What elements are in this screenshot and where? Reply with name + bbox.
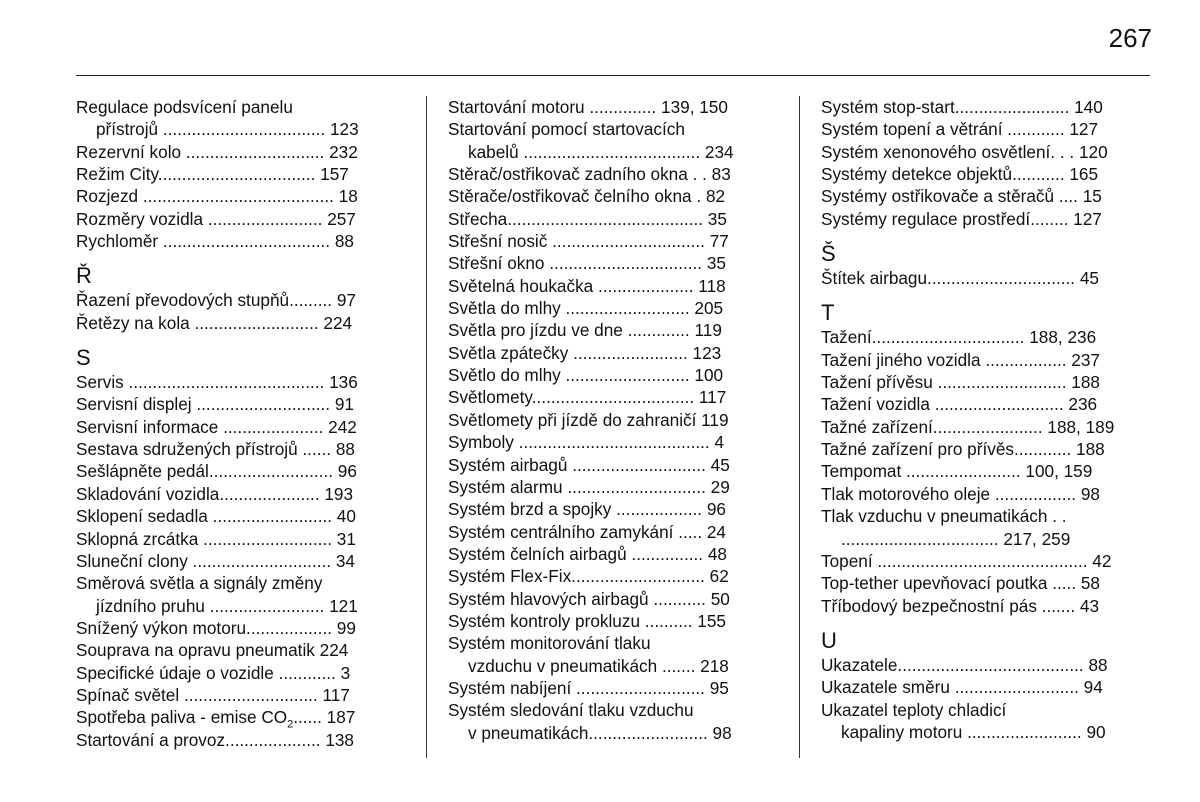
index-entry — [76, 371, 404, 393]
index-entry — [448, 386, 776, 408]
index-entry — [76, 483, 404, 505]
index-entry-line: Systém alarmu ............................. 29 — [448, 476, 730, 497]
column-divider — [799, 96, 800, 758]
index-entry-line: přístrojů .................................. 123 — [96, 119, 359, 140]
index-entry-line: Systém monitorování tlaku — [448, 633, 651, 654]
index-entry — [821, 326, 1149, 348]
index-entry-line: Servis ......................................... 136 — [76, 372, 358, 393]
index-entry — [76, 706, 404, 728]
index-entry-line: Systém stop-start........................ 140 — [821, 97, 1103, 117]
column-divider — [426, 96, 427, 758]
index-entry — [821, 550, 1149, 572]
index-entry — [76, 230, 404, 252]
index-entry — [448, 230, 776, 252]
index-entry-line: Rychloměr ................................... 88 — [76, 231, 354, 252]
section-heading: T — [821, 300, 835, 326]
index-entry — [448, 610, 776, 632]
index-entry-line: Regulace podsvícení panelu — [76, 97, 293, 117]
index-entry-line: jízdního pruhu ........................ 121 — [96, 595, 358, 616]
section-heading: S — [76, 345, 91, 371]
index-entry-line: Tlak vzduchu v pneumatikách . . — [821, 506, 1067, 527]
index-entry-line: Startování motoru .............. 139, 150 — [448, 97, 728, 117]
index-entry — [821, 572, 1149, 594]
index-entry — [448, 185, 776, 207]
index-entry-line: Systém airbagů ............................ 45 — [448, 454, 730, 475]
index-entry — [76, 141, 404, 163]
index-entry-line: v pneumatikách......................... 98 — [468, 722, 732, 743]
index-entry-line: Světlo do mlhy .......................... 100 — [448, 365, 724, 386]
index-entry-line: Tažné zařízení....................... 188, 189 — [821, 416, 1115, 437]
index-entry — [821, 438, 1149, 460]
index-entry — [821, 349, 1149, 371]
index-entry-line: Systém centrálního zamykání ..... 24 — [448, 521, 726, 542]
index-entry-line: Skladování vozidla..................... 193 — [76, 483, 354, 504]
index-column-2 — [448, 96, 776, 744]
index-entry — [76, 208, 404, 230]
index-entry-line: Servisní displej ............................ 91 — [76, 394, 354, 415]
index-entry-line: Topení ............................................ 42 — [821, 550, 1112, 571]
index-entry — [448, 409, 776, 431]
index-entry — [448, 342, 776, 364]
index-entry-line: Řazení převodových stupňů......... 97 — [76, 290, 356, 311]
index-entry-line: Sluneční clony ............................. 34 — [76, 550, 355, 571]
index-entry-line: Sklopení sedadla ......................... 40 — [76, 506, 356, 527]
index-entry — [821, 460, 1149, 482]
index-entry — [76, 163, 404, 185]
index-entry — [821, 118, 1149, 140]
index-entry-line — [76, 706, 404, 728]
index-entry-line: Stěrač/ostřikovač zadního okna . . 83 — [448, 164, 731, 185]
index-entry — [448, 699, 776, 744]
index-entry-line: ................................. 217, 259 — [841, 528, 1071, 549]
index-entry — [448, 96, 776, 118]
index-entry-line: Startování pomocí startovacích — [448, 119, 685, 140]
index-entry-line: Servisní informace ..................... 242 — [76, 416, 357, 437]
index-entry — [821, 483, 1149, 505]
index-entry-line: Systém čelních airbagů ............... 48 — [448, 543, 727, 564]
index-entry — [821, 393, 1149, 415]
index-entry-line: Střecha......................................... 35 — [448, 208, 727, 229]
subscript: 2 — [287, 718, 294, 729]
index-entry — [821, 163, 1149, 185]
index-entry-line: Světla do mlhy .......................... 205 — [448, 298, 724, 319]
index-entry-line: Systém sledování tlaku vzduchu — [448, 700, 694, 721]
index-entry-line: Tlak motorového oleje ................. 98 — [821, 483, 1100, 504]
index-column-1 — [76, 96, 404, 751]
index-entry — [448, 163, 776, 185]
index-entry-line: Tříbodový bezpečnostní pás ....... 43 — [821, 595, 1100, 616]
index-entry-line: Ukazatel teploty chladicí — [821, 699, 1007, 720]
section-heading: Ř — [76, 263, 92, 289]
index-entry — [821, 185, 1149, 207]
index-entry — [448, 588, 776, 610]
index-entry — [76, 572, 404, 617]
index-entry-line: Tažné zařízení pro přívěs............ 188 — [821, 439, 1105, 460]
index-entry — [76, 662, 404, 684]
index-entry-line: Ukazatele směru .......................... 94 — [821, 677, 1103, 698]
index-entry — [76, 416, 404, 438]
index-entry-line: Střešní okno ................................ 35 — [448, 253, 726, 274]
index-entry-line: Systém xenonového osvětlení. . . 120 — [821, 141, 1108, 162]
index-entry — [76, 460, 404, 482]
index-entry — [448, 252, 776, 274]
index-entry-line: Světla zpátečky ........................ 123 — [448, 342, 722, 363]
entry-page-ref: ...... 187 — [293, 707, 356, 728]
index-entry — [821, 654, 1149, 676]
index-entry — [821, 595, 1149, 617]
index-entry — [76, 617, 404, 639]
index-entry-line: Systém nabíjení ........................... 95 — [448, 677, 729, 698]
index-entry-line: Systém Flex-Fix............................ 62 — [448, 566, 729, 587]
index-entry — [821, 141, 1149, 163]
index-entry — [76, 550, 404, 572]
index-entry-line: Rezervní kolo ............................. 232 — [76, 141, 358, 162]
index-entry — [76, 185, 404, 207]
index-entry — [821, 676, 1149, 698]
index-entry — [448, 476, 776, 498]
index-entry — [448, 118, 776, 163]
index-entry-line: Rozjezd ........................................ 18 — [76, 186, 358, 207]
index-entry-line: Světlomety.................................. 117 — [448, 387, 727, 408]
index-entry-line: Světla pro jízdu ve dne ............. 119 — [448, 320, 722, 341]
index-entry — [448, 543, 776, 565]
index-entry — [448, 431, 776, 453]
index-entry-line: Systémy ostřikovače a stěračů .... 15 — [821, 186, 1102, 207]
index-entry-line: Režim City................................. 157 — [76, 164, 349, 185]
entry-text: Spotřeba paliva - emise CO — [76, 707, 288, 728]
index-entry-line: Sešlápněte pedál.......................... 96 — [76, 461, 357, 482]
index-entry-line: Top-tether upevňovací poutka ..... 58 — [821, 573, 1100, 594]
index-entry-line: Symboly ........................................ 4 — [448, 432, 725, 453]
index-entry — [448, 364, 776, 386]
index-entry-line: Řetězy na kola .......................... 224 — [76, 312, 353, 333]
index-entry — [821, 96, 1149, 118]
index-entry-line: Směrová světla a signály změny — [76, 573, 323, 594]
index-entry-line: Světlomety při jízdě do zahraničí 119 — [448, 409, 729, 430]
index-entry-line: kapaliny motoru ........................ 90 — [841, 721, 1106, 742]
index-entry-line: vzduchu v pneumatikách ....... 218 — [468, 655, 729, 676]
index-entry — [821, 416, 1149, 438]
header-rule — [76, 75, 1150, 76]
index-entry-line: Ukazatele....................................... 88 — [821, 654, 1108, 675]
index-entry — [448, 632, 776, 677]
index-entry — [448, 208, 776, 230]
index-entry — [821, 505, 1149, 550]
index-entry — [448, 498, 776, 520]
index-entry — [448, 454, 776, 476]
index-entry-line: Systémy detekce objektů........... 165 — [821, 164, 1099, 185]
index-entry-line: Tažení jiného vozidla ................. 237 — [821, 349, 1100, 370]
index-entry-line: Spínač světel ............................ 117 — [76, 684, 350, 705]
index-entry — [448, 677, 776, 699]
index-entry — [448, 275, 776, 297]
section-heading: U — [821, 627, 837, 653]
index-entry-line: Tempomat ........................ 100, 159 — [821, 461, 1093, 482]
index-entry — [76, 505, 404, 527]
index-entry — [76, 684, 404, 706]
index-entry — [76, 729, 404, 751]
index-entry-line: Snížený výkon motoru.................. 99 — [76, 617, 356, 638]
index-entry-line: Startování a provoz.................... 138 — [76, 729, 354, 750]
index-entry — [76, 289, 404, 311]
index-entry-line: Tažení vozidla ........................... 236 — [821, 394, 1098, 415]
index-entry-line: Sklopná zrcátka ........................... 31 — [76, 528, 356, 549]
section-heading: Š — [821, 241, 836, 267]
index-entry — [76, 393, 404, 415]
index-entry — [76, 528, 404, 550]
index-entry-line: Tažení přívěsu ........................... 188 — [821, 372, 1100, 393]
index-entry — [76, 438, 404, 460]
index-entry-line: Systém kontroly prokluzu .......... 155 — [448, 610, 726, 631]
index-entry-line: Sestava sdružených přístrojů ...... 88 — [76, 439, 355, 460]
index-entry — [76, 312, 404, 334]
index-entry — [821, 699, 1149, 744]
index-entry-line: Souprava na opravu pneumatik 224 — [76, 640, 349, 661]
index-entry-line: Systém hlavových airbagů ........... 50 — [448, 588, 730, 609]
index-entry — [448, 565, 776, 587]
index-entry — [821, 371, 1149, 393]
index-entry — [76, 96, 404, 141]
index-entry-line: Tažení................................ 188, 236 — [821, 327, 1097, 348]
index-entry — [448, 297, 776, 319]
index-entry — [76, 639, 404, 661]
index-entry-line: Stěrače/ostřikovač čelního okna . 82 — [448, 186, 726, 207]
index-entry-line: Specifické údaje o vozidle ............ 3 — [76, 662, 351, 683]
index-entry — [448, 521, 776, 543]
index-entry-line: Střešní nosič ................................ 77 — [448, 231, 729, 252]
index-entry-line: Systém topení a větrání ............ 127 — [821, 119, 1099, 140]
index-entry-line: Rozměry vozidla ........................ 257 — [76, 208, 356, 229]
page-number: 267 — [1108, 23, 1152, 53]
index-entry — [448, 319, 776, 341]
index-entry-line: kabelů ..................................... 234 — [468, 141, 734, 162]
index-entry-line: Štítek airbagu............................... 45 — [821, 268, 1099, 289]
index-entry-line: Systémy regulace prostředí........ 127 — [821, 208, 1102, 229]
index-entry-line: Světelná houkačka .................... 118 — [448, 275, 726, 296]
index-column-3 — [821, 96, 1149, 743]
index-entry — [821, 267, 1149, 289]
index-entry-line: Systém brzd a spojky .................. 96 — [448, 499, 726, 520]
index-entry — [821, 208, 1149, 230]
